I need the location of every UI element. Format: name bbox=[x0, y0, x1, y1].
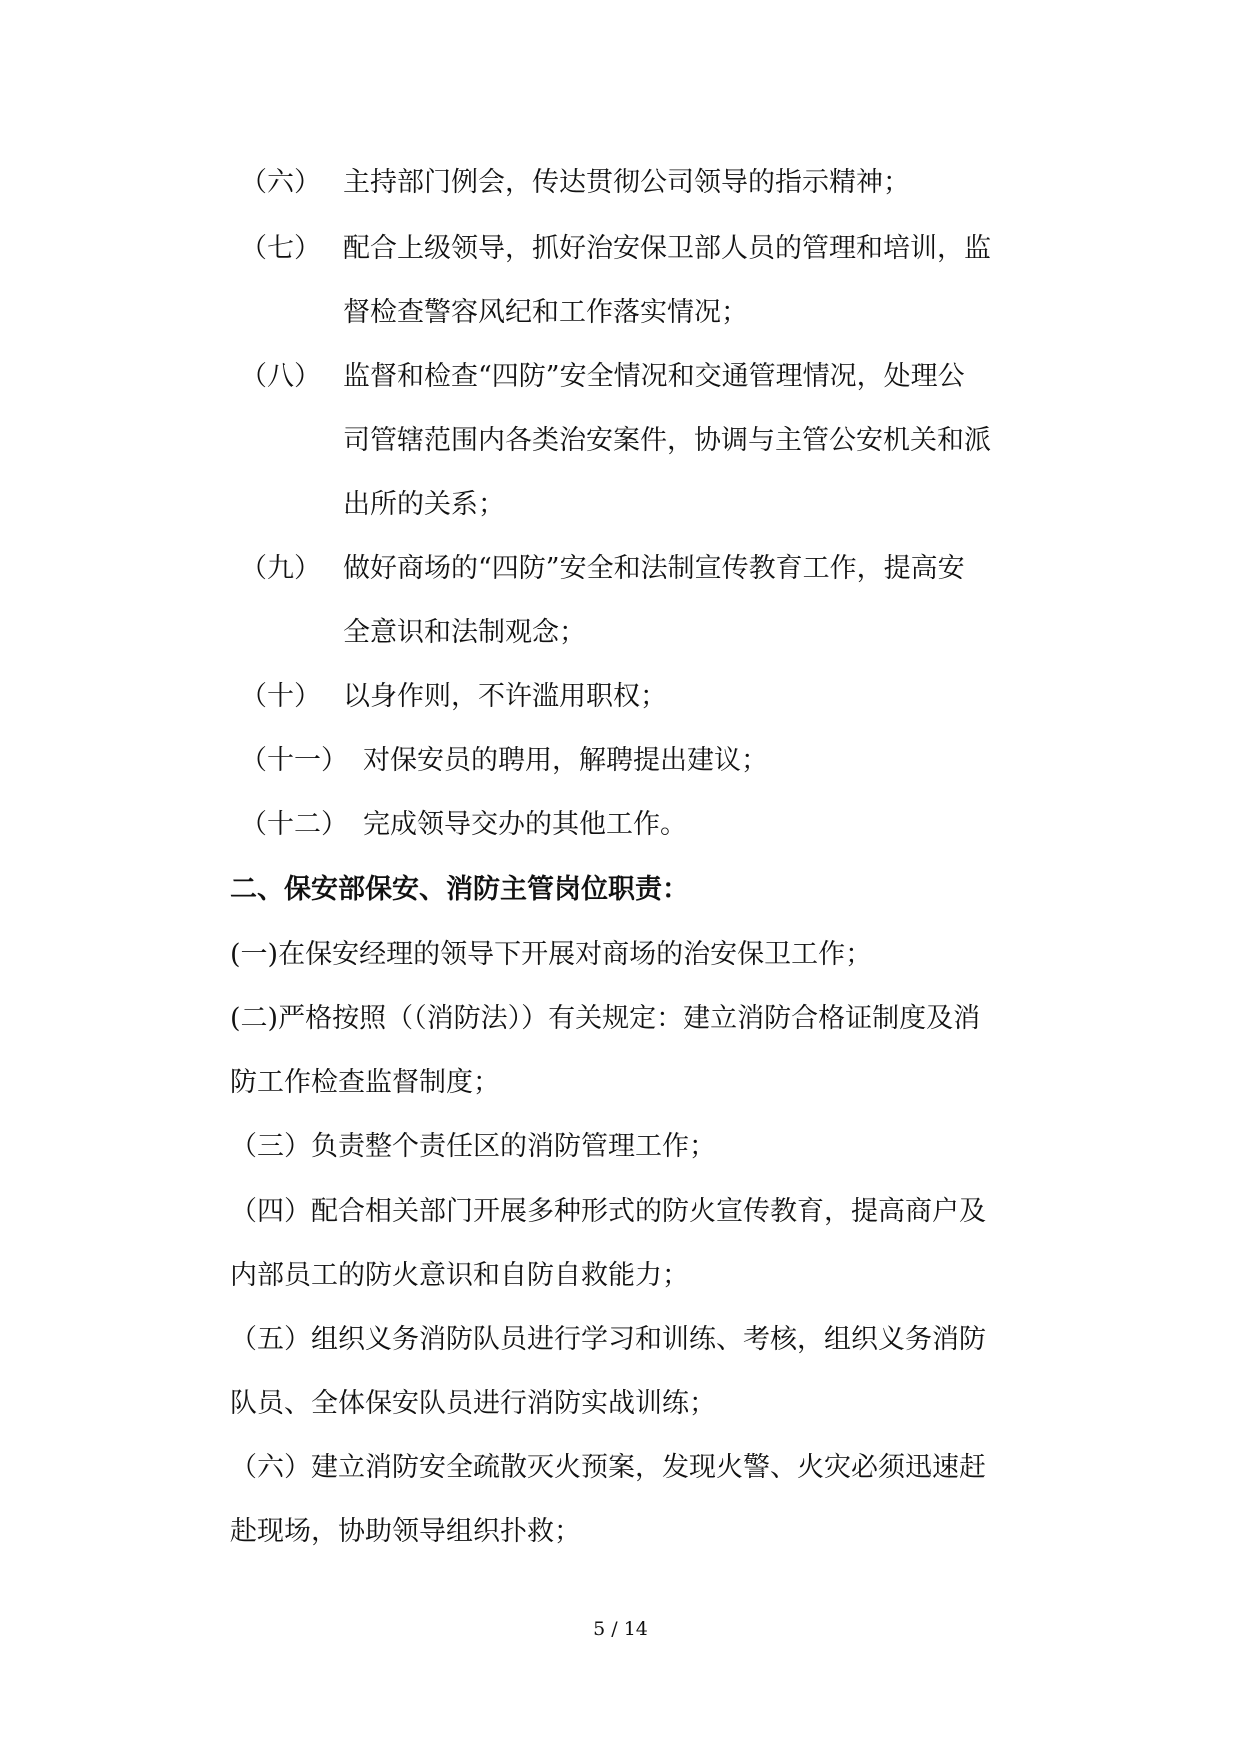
item-number: （十二） bbox=[240, 809, 348, 840]
item-text-line: 主持部门例会，传达贯彻公司领导的指示精神； bbox=[343, 167, 910, 198]
item-number: （九） bbox=[240, 553, 321, 584]
paragraph-line: （六）建立消防安全疏散灭火预案，发现火警、火灾必须迅速赶 bbox=[230, 1452, 986, 1483]
item-number: （十一） bbox=[240, 745, 348, 776]
item-text-line: 完成领导交办的其他工作。 bbox=[363, 809, 687, 840]
item-number: （十） bbox=[240, 681, 321, 712]
paragraph-line: （五）组织义务消防队员进行学习和训练、考核，组织义务消防 bbox=[230, 1324, 986, 1355]
item-text-line: 以身作则，不许滥用职权； bbox=[343, 681, 667, 712]
paragraph-line: 赴现场，协助领导组织扑救； bbox=[230, 1516, 581, 1547]
item-text-line: 监督和检查“四防”安全情况和交通管理情况，处理公 bbox=[343, 361, 965, 392]
paragraph-line: (二)严格按照（（消防法））有关规定：建立消防合格证制度及消 bbox=[230, 1003, 981, 1034]
item-text-line: 对保安员的聘用，解聘提出建议； bbox=[363, 745, 768, 776]
page-number: 5 / 14 bbox=[593, 1618, 648, 1640]
section-heading: 二、保安部保安、消防主管岗位职责： bbox=[230, 874, 689, 905]
item-text-line: 司管辖范围内各类治安案件，协调与主管公安机关和派 bbox=[343, 425, 991, 456]
item-text-line: 配合上级领导，抓好治安保卫部人员的管理和培训，监 bbox=[343, 233, 991, 264]
item-number: （六） bbox=[240, 167, 321, 198]
paragraph-line: (一)在保安经理的领导下开展对商场的治安保卫工作； bbox=[230, 939, 873, 970]
item-text-line: 全意识和法制观念； bbox=[343, 617, 586, 648]
paragraph-line: 防工作检查监督制度； bbox=[230, 1067, 500, 1098]
paragraph-line: 内部员工的防火意识和自防自救能力； bbox=[230, 1260, 689, 1291]
item-number: （七） bbox=[240, 233, 321, 264]
paragraph-line: （四）配合相关部门开展多种形式的防火宣传教育，提高商户及 bbox=[230, 1196, 986, 1227]
item-text-line: 做好商场的“四防”安全和法制宣传教育工作，提高安 bbox=[343, 553, 965, 584]
item-text-line: 督检查警容风纪和工作落实情况； bbox=[343, 297, 748, 328]
item-text-line: 出所的关系； bbox=[343, 489, 505, 520]
paragraph-line: 队员、全体保安队员进行消防实战训练； bbox=[230, 1388, 716, 1419]
paragraph-line: （三）负责整个责任区的消防管理工作； bbox=[230, 1131, 716, 1162]
item-number: （八） bbox=[240, 361, 321, 392]
